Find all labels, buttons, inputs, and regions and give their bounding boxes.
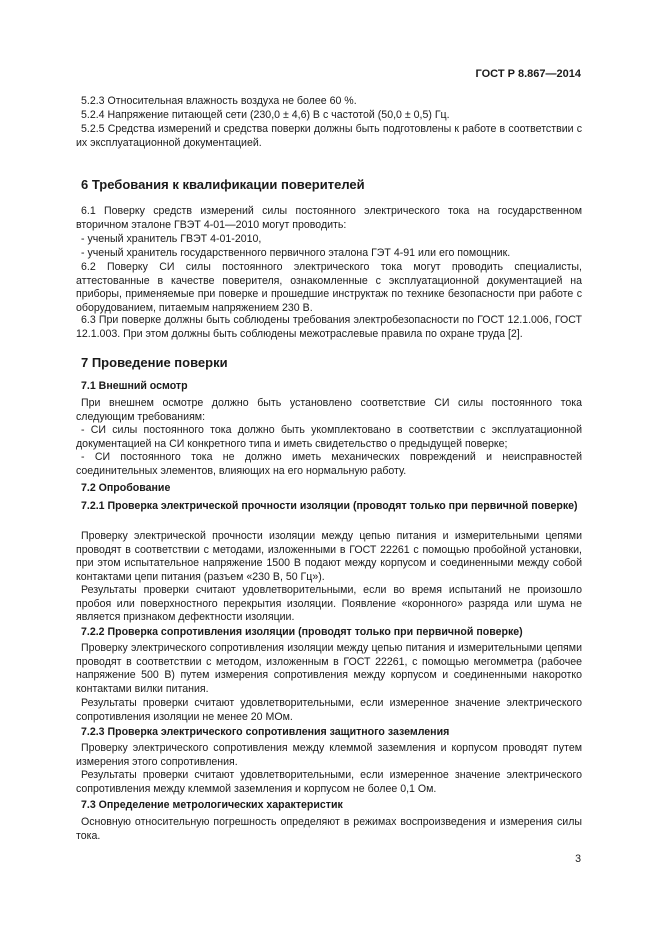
paragraph-7-2-1: Проверку электрической прочности изоляции между цепью питания и измерительными цепями проводят в соответствии с методами, изложенными в ГОСТ 22261 с помощью пробойной установки, при этом испытательное напряжение 1500 В подают между корпусом и соединенными между собой контактами цепи питания (разъем «230 В, 50 Гц»). [76, 530, 582, 583]
list-item: - СИ силы постоянного тока должно быть укомплектовано в соответствии с эксплуатационной документацией на СИ конкретного типа и иметь свидетельство о предыдущей поверке; [76, 424, 582, 450]
paragraph-7-2-3: Проверку электрического сопротивления между клеммой заземления и корпусом проводят путем измерения этого сопротивления. [76, 742, 582, 768]
list-item: - СИ постоянного тока не должно иметь механических повреждений и неисправностей соединительных элементов, влияющих на его нормальную работу. [76, 451, 582, 477]
paragraph-7-2-1-result: Результаты проверки считают удовлетворительными, если во время испытаний не произошло пробоя или поверхностного перекрытия изоляции. Появление «коронного» разряда или шума не является признаком дефектности изоляции. [76, 584, 582, 624]
subsection-7-2-heading: 7.2 Опробование [81, 482, 171, 494]
document-id: ГОСТ Р 8.867—2014 [475, 68, 581, 80]
page-number: 3 [575, 853, 581, 865]
subsection-7-2-3-heading: 7.2.3 Проверка электрического сопротивления защитного заземления [81, 726, 450, 738]
paragraph-6-3: 6.3 При поверке должны быть соблюдены требования электробезопасности по ГОСТ 12.1.006, ГОСТ 12.1.003. При этом должны быть соблюдены межотраслевые правила по охране труда [2]. [76, 314, 582, 340]
list-item: - ученый хранитель ГВЭТ 4-01-2010, [81, 233, 262, 245]
paragraph-7-2-2: Проверку электрического сопротивления изоляции между цепью питания и измерительными цепями проводят в соответствии с методом, изложенным в ГОСТ 22261, с помощью мегомметра (рабочее напряжение 500 В) путем измерения сопротивления между корпусом и соединенными накоротко контактами вилки питания. [76, 642, 582, 695]
paragraph-7-2-2-result: Результаты проверки считают удовлетворительными, если измеренное значение электрического сопротивления изоляции не менее 20 МОм. [76, 697, 582, 723]
paragraph-7-3: Основную относительную погрешность определяют в режимах воспроизведения и измерения силы тока. [76, 816, 582, 842]
paragraph-6-2: 6.2 Поверку СИ силы постоянного электрического тока могут проводить специалисты, аттестованные в качестве поверителя, ознакомленные с эксплуатационной документацией на приборы, применяемые при поверке и прошедшие инструктаж по технике безопасности при работе с оборудованием, питаемым напряжением 230 В. [76, 261, 582, 314]
paragraph-5-2-5: 5.2.5 Средства измерений и средства поверки должны быть подготовлены к работе в соответствии с их эксплуатационной документацией. [76, 123, 582, 149]
subsection-7-2-2-heading: 7.2.2 Проверка сопротивления изоляции (проводят только при первичной поверке) [81, 626, 523, 638]
subsection-7-1-heading: 7.1 Внешний осмотр [81, 380, 188, 392]
section-6-heading: 6 Требования к квалификации поверителей [81, 177, 365, 192]
section-7-heading: 7 Проведение поверки [81, 355, 228, 370]
subsection-7-2-1-heading: 7.2.1 Проверка электрической прочности изоляции (проводят только при первичной поверке) [81, 500, 578, 512]
subsection-7-3-heading: 7.3 Определение метрологических характеристик [81, 799, 343, 811]
paragraph-6-1: 6.1 Поверку средств измерений силы постоянного электрического тока на государственном вторичном эталоне ГВЭТ 4-01—2010 могут проводить: [76, 205, 582, 231]
paragraph-5-2-4: 5.2.4 Напряжение питающей сети (230,0 ± 4,6) В с частотой (50,0 ± 0,5) Гц. [81, 109, 450, 121]
list-item: - ученый хранитель государственного первичного эталона ГЭТ 4-91 или его помощник. [81, 247, 511, 259]
paragraph-7-1: При внешнем осмотре должно быть установлено соответствие СИ силы постоянного тока следующим требованиям: [76, 397, 582, 423]
paragraph-5-2-3: 5.2.3 Относительная влажность воздуха не более 60 %. [81, 95, 357, 107]
paragraph-7-2-3-result: Результаты проверки считают удовлетворительными, если измеренное значение электрического сопротивления между клеммой заземления и корпусом не более 0,1 Ом. [76, 769, 582, 795]
